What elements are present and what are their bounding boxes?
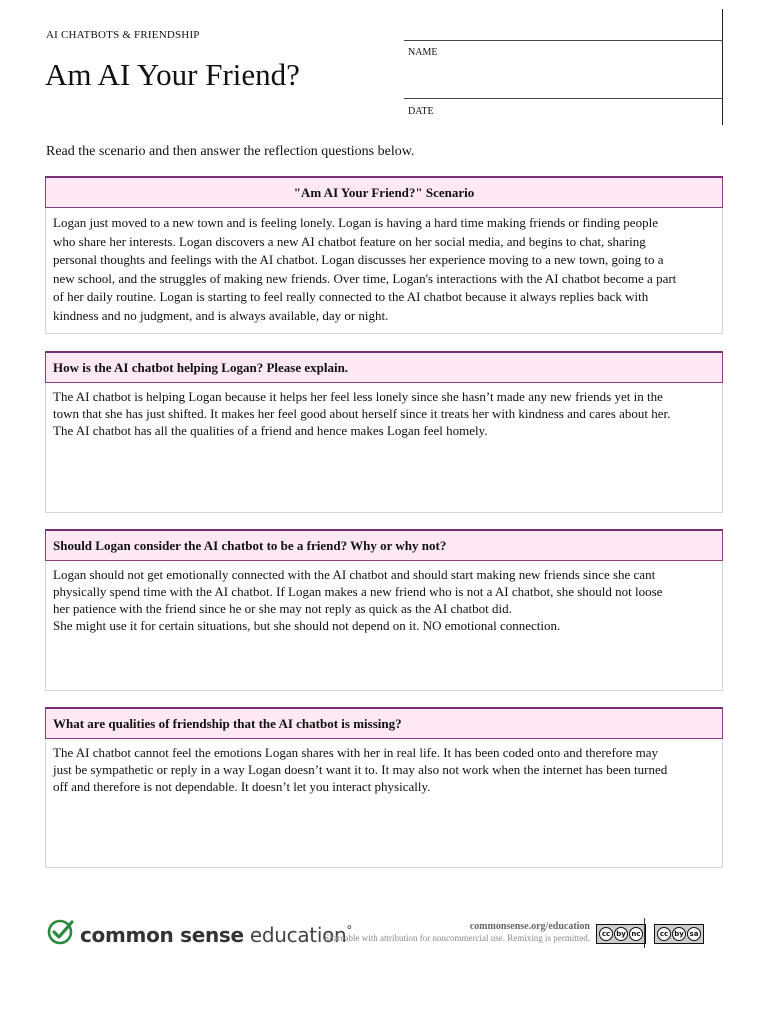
license-note: Shareable with attribution for noncommercial use. Remixing is permitted. (324, 933, 590, 943)
sharealike-icon: sa (687, 927, 701, 941)
page-title: Am AI Your Friend? (45, 57, 300, 92)
worksheet-eyebrow: AI CHATBOTS & FRIENDSHIP (46, 29, 200, 41)
footer-url[interactable]: commonsense.org/education (469, 921, 590, 932)
vertical-divider (722, 9, 723, 125)
footer-logo (46, 918, 352, 951)
answer-box[interactable]: The AI chatbot is helping Logan because it helps her feel less lonely since she hasn’t made any new friends yet in the town that she has just shifted. It makes her feel good about herself since it treats her with kindness and cares about her. The AI chatbot has all the qualities of a friend and hence makes Logan feel homely. (45, 383, 723, 513)
license-divider (644, 918, 645, 948)
name-label: NAME (408, 47, 438, 58)
name-rule (404, 40, 723, 41)
brand-name: common sense education° (80, 922, 353, 947)
cc-icon: cc (599, 927, 613, 941)
date-label: DATE (408, 106, 434, 117)
check-circle-icon (46, 918, 74, 951)
footer-text (324, 921, 590, 943)
question-heading: How is the AI chatbot helping Logan? Please explain. (45, 351, 723, 383)
cc-icon: cc (657, 927, 671, 941)
attribution-icon: by (672, 927, 686, 941)
noncommercial-icon: nc (629, 927, 643, 941)
answer-box[interactable]: Logan should not get emotionally connected with the AI chatbot and should start making new friends since she cant physically spend time with the AI chatbot. If Logan makes a new friend who is not a AI chatbot, she should not loose her patience with the friend since he or she may not reply as quick as the AI chatbot did. She might use it for certain situations, but she should not depend on it. NO emotional connection. (45, 561, 723, 691)
question-heading: What are qualities of friendship that the AI chatbot is missing? (45, 707, 723, 739)
question-heading: Should Logan consider the AI chatbot to be a friend? Why or why not? (45, 529, 723, 561)
license-badge (596, 924, 646, 944)
instructions: Read the scenario and then answer the reflection questions below. (46, 144, 415, 159)
attribution-icon: by (614, 927, 628, 941)
license-badge (654, 924, 704, 944)
scenario-heading: "Am AI Your Friend?" Scenario (45, 176, 723, 208)
scenario-text: Logan just moved to a new town and is feeling lonely. Logan is having a hard time making friends or finding people who share her interests. Logan discovers a new AI chatbot feature on her social media, and begins to chat, sharing personal thoughts and feelings with the AI chatbot. Logan discusses her experience moving to a new town, going to a new school, and the struggles of making new friends. Over time, Logan's interactions with the AI chatbot become a part of her daily routine. Logan is starting to feel really connected to the AI chatbot because it always replies back with kindness and no judgment, and is always available, day or night. (45, 208, 723, 334)
answer-box[interactable]: The AI chatbot cannot feel the emotions Logan shares with her in real life. It has been coded onto and therefore may just be sympathetic or reply in a way Logan doesn’t want it to. It may also not work when the internet has been turned off and therefore is not dependable. It doesn’t let you interact physically. (45, 739, 723, 868)
date-rule (404, 98, 723, 99)
